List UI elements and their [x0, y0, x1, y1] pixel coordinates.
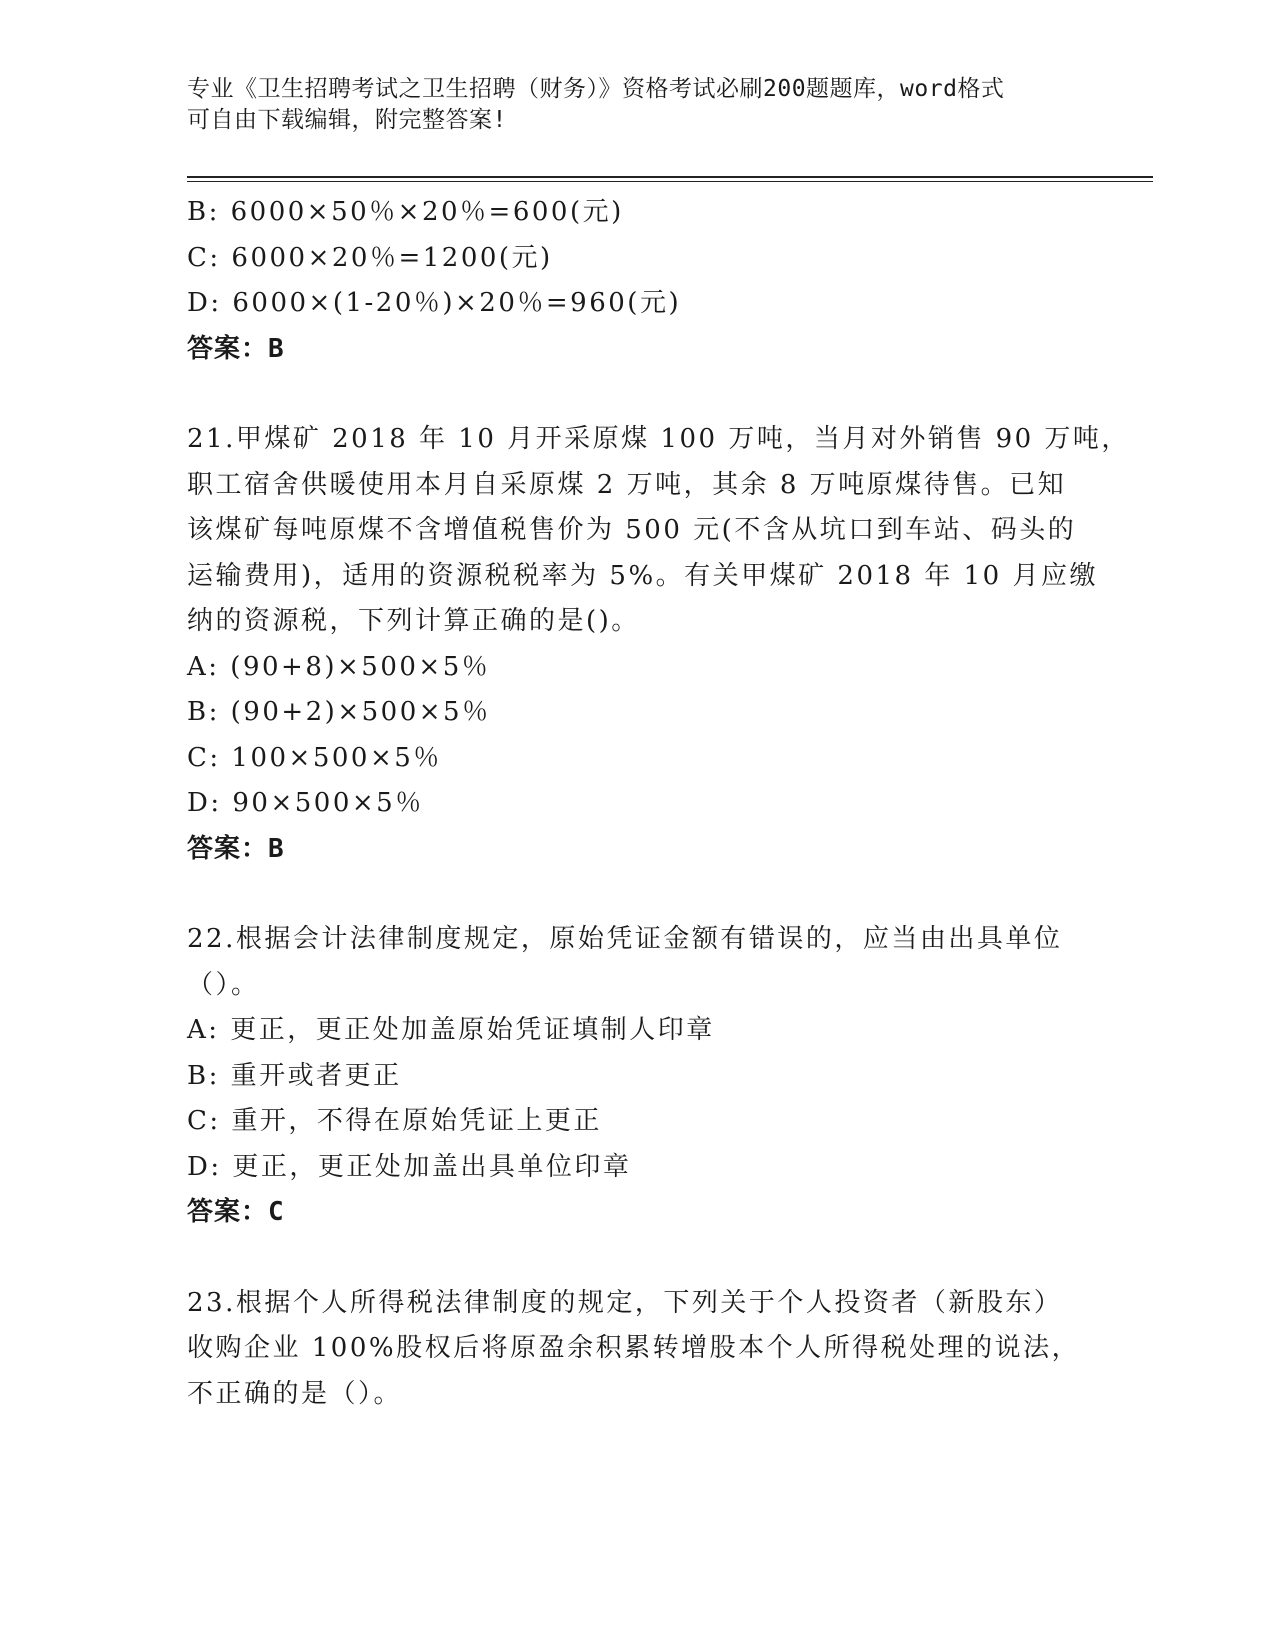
- q20-option-d: D: 6000×(1-20％)×20％=960(元): [187, 288, 682, 318]
- q22-stem-line: （）。: [187, 969, 260, 1000]
- question-22: [187, 917, 1087, 1236]
- q21-stem-line: 该煤矿每吨原煤不含增值税售价为 500 元(不含从坑口到车站、码头的: [187, 515, 1077, 545]
- question-spacer: [187, 372, 1087, 417]
- q21-stem-line: 职工宿舍供暖使用本月自采原煤 2 万吨，其余 8 万吨原煤待售。已知: [187, 469, 1067, 500]
- q21-stem-line: 21.甲煤矿 2018 年 10 月开采原煤 100 万吨，当月对外销售 90 万吨，: [187, 424, 1130, 454]
- q21-stem-line: 纳的资源税，下列计算正确的是()。: [187, 606, 640, 636]
- q23-stem-line: 23.根据个人所得税法律制度的规定，下列关于个人投资者（新股东）: [187, 1287, 1063, 1318]
- question-content: [187, 190, 1130, 1417]
- q21-option-b: B: (90+2)×500×5％: [187, 697, 491, 727]
- q21-option-c: C: 100×500×5％: [187, 742, 442, 773]
- question-spacer: [187, 1236, 1087, 1281]
- q22-option-d: D: 更正，更正处加盖出具单位印章: [187, 1151, 632, 1182]
- q22-answer: 答案：C: [187, 1197, 285, 1227]
- question-20-tail: [187, 190, 1087, 372]
- question-spacer: [187, 872, 1087, 917]
- q21-answer: 答案：B: [187, 833, 285, 864]
- q22-option-c: C: 重开，不得在原始凭证上更正: [187, 1106, 602, 1136]
- q23-stem-line: 收购企业 100%股权后将原盈余积累转增股本个人所得税处理的说法，: [187, 1333, 1081, 1363]
- header-divider-thick: [187, 176, 1153, 178]
- header-divider-thin: [187, 181, 1153, 182]
- q20-option-b: B: 6000×50％×20％=600(元): [187, 197, 624, 227]
- document-header: [187, 74, 1087, 136]
- header-line-1: 专业《卫生招聘考试之卫生招聘（财务）》资格考试必刷200题题库，word格式: [187, 76, 1005, 102]
- header-line-2: 可自由下载编辑，附完整答案!: [187, 107, 507, 133]
- q22-option-a: A: 更正，更正处加盖原始凭证填制人印章: [187, 1015, 715, 1045]
- q21-option-a: A: (90+8)×500×5％: [187, 651, 491, 682]
- question-21: [187, 417, 1130, 872]
- q22-stem-line: 22.根据会计法律制度规定，原始凭证金额有错误的，应当由出具单位: [187, 924, 1063, 954]
- q20-option-c: C: 6000×20％=1200(元): [187, 242, 553, 273]
- q21-stem-line: 运输费用)，适用的资源税税率为 5%。有关甲煤矿 2018 年 10 月应缴: [187, 560, 1098, 591]
- q20-answer: 答案：B: [187, 333, 285, 364]
- q21-option-d: D: 90×500×5％: [187, 788, 424, 818]
- question-23: [187, 1281, 1087, 1418]
- q23-stem-line: 不正确的是（）。: [187, 1378, 403, 1409]
- q22-option-b: B: 重开或者更正: [187, 1060, 402, 1091]
